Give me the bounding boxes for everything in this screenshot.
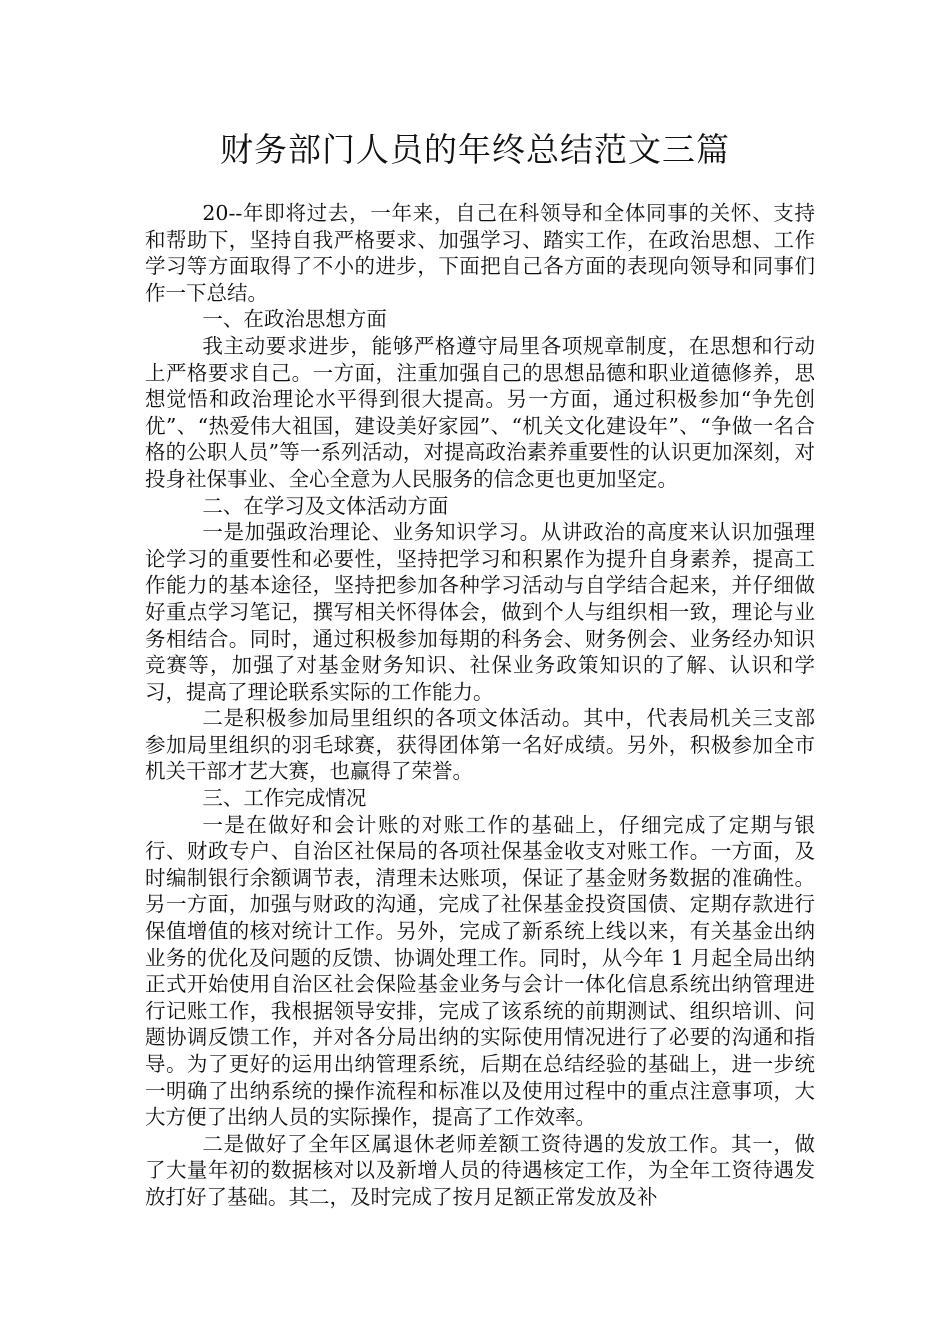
intro-paragraph: 20--年即将过去，一年来，自己在科领导和全体同事的关怀、支持和帮助下，坚持自我严格要求、加强学习、踏实工作，在政治思想、工作学习等方面取得了不小的进步，下面把自己各方面的表现向领导和同事们作一下总结。 xyxy=(145,201,815,305)
political-paragraph: 我主动要求进步，能够严格遵守局里各项规章制度，在思想和行动上严格要求自己。一方面，注重加强自己的思想品德和职业道德修养，思想觉悟和政治理论水平得到很大提高。另一方面，通过积极参加“争先创优”、“热爱伟大祖国，建设美好家园”、“机关文化建设年”、“争做一名合格的公职人员”等一系列活动，对提高政治素养重要性的认识更加深刻，对投身社保事业、全心全意为人民服务的信念更也更加坚定。 xyxy=(145,333,815,491)
document-body xyxy=(145,200,815,1211)
sports-paragraph: 二是积极参加局里组织的各项文体活动。其中，代表局机关三支部参加局里组织的羽毛球赛，获得团体第一名好成绩。另外，积极参加全市机关干部才艺大赛，也赢得了荣誉。 xyxy=(145,706,815,784)
section-heading-study: 二、在学习及文体活动方面 xyxy=(202,493,449,518)
section-heading-political: 一、在政治思想方面 xyxy=(202,307,387,332)
study-paragraph: 一是加强政治理论、业务知识学习。从讲政治的高度来认识加强理论学习的重要性和必要性，坚持把学习和积累作为提升自身素养，提高工作能力的基本途径，坚持把参加各种学习活动与自学结合起来，并仔细做好重点学习笔记，撰写相关怀得体会，做到个人与组织相一致，理论与业务相结合。同时，通过积极参加每期的科务会、财务例会、业务经办知识竞赛等，加强了对基金财务知识、社保业务政策知识的了解、认识和学习，提高了理论联系实际的工作能力。 xyxy=(145,520,815,704)
document-title: 财务部门人员的年终总结范文三篇 xyxy=(220,130,730,169)
work-paragraph-2: 二是做好了全年区属退休老师差额工资待遇的发放工作。其一，做了大量年初的数据核对以及新增人员的待遇核定工作，为全年工资待遇发放打好了基础。其二，及时完成了按月足额正常发放及补 xyxy=(145,1131,815,1209)
work-paragraph-1: 一是在做好和会计账的对账工作的基础上，仔细完成了定期与银行、财政专户、自治区社保局的各项社保基金收支对账工作。一方面，及时编制银行余额调节表，清理未达账项，保证了基金财务数据的准确性。另一方面，加强与财政的沟通，完成了社保基金投资国债、定期存款进行保值增值的核对统计工作。另外，完成了新系统上线以来，有关基金出纳业务的优化及问题的反馈、协调处理工作。同时，从今年 1 月起全局出纳正式开始使用自治区社会保险基金业务与会计一体化信息系统出纳管理进行记账工作，我根据领导安排，完成了该系统的前期测试、组织培训、问题协调反馈工作，并对各分局出纳的实际使用情况进行了必要的沟通和指导。为了更好的运用出纳管理系统，后期在总结经验的基础上，进一步统一明确了出纳系统的操作流程和标准以及使用过程中的重点注意事项，大大方便了出纳人员的实际操作，提高了工作效率。 xyxy=(145,812,815,1130)
section-heading-work: 三、工作完成情况 xyxy=(202,786,367,811)
